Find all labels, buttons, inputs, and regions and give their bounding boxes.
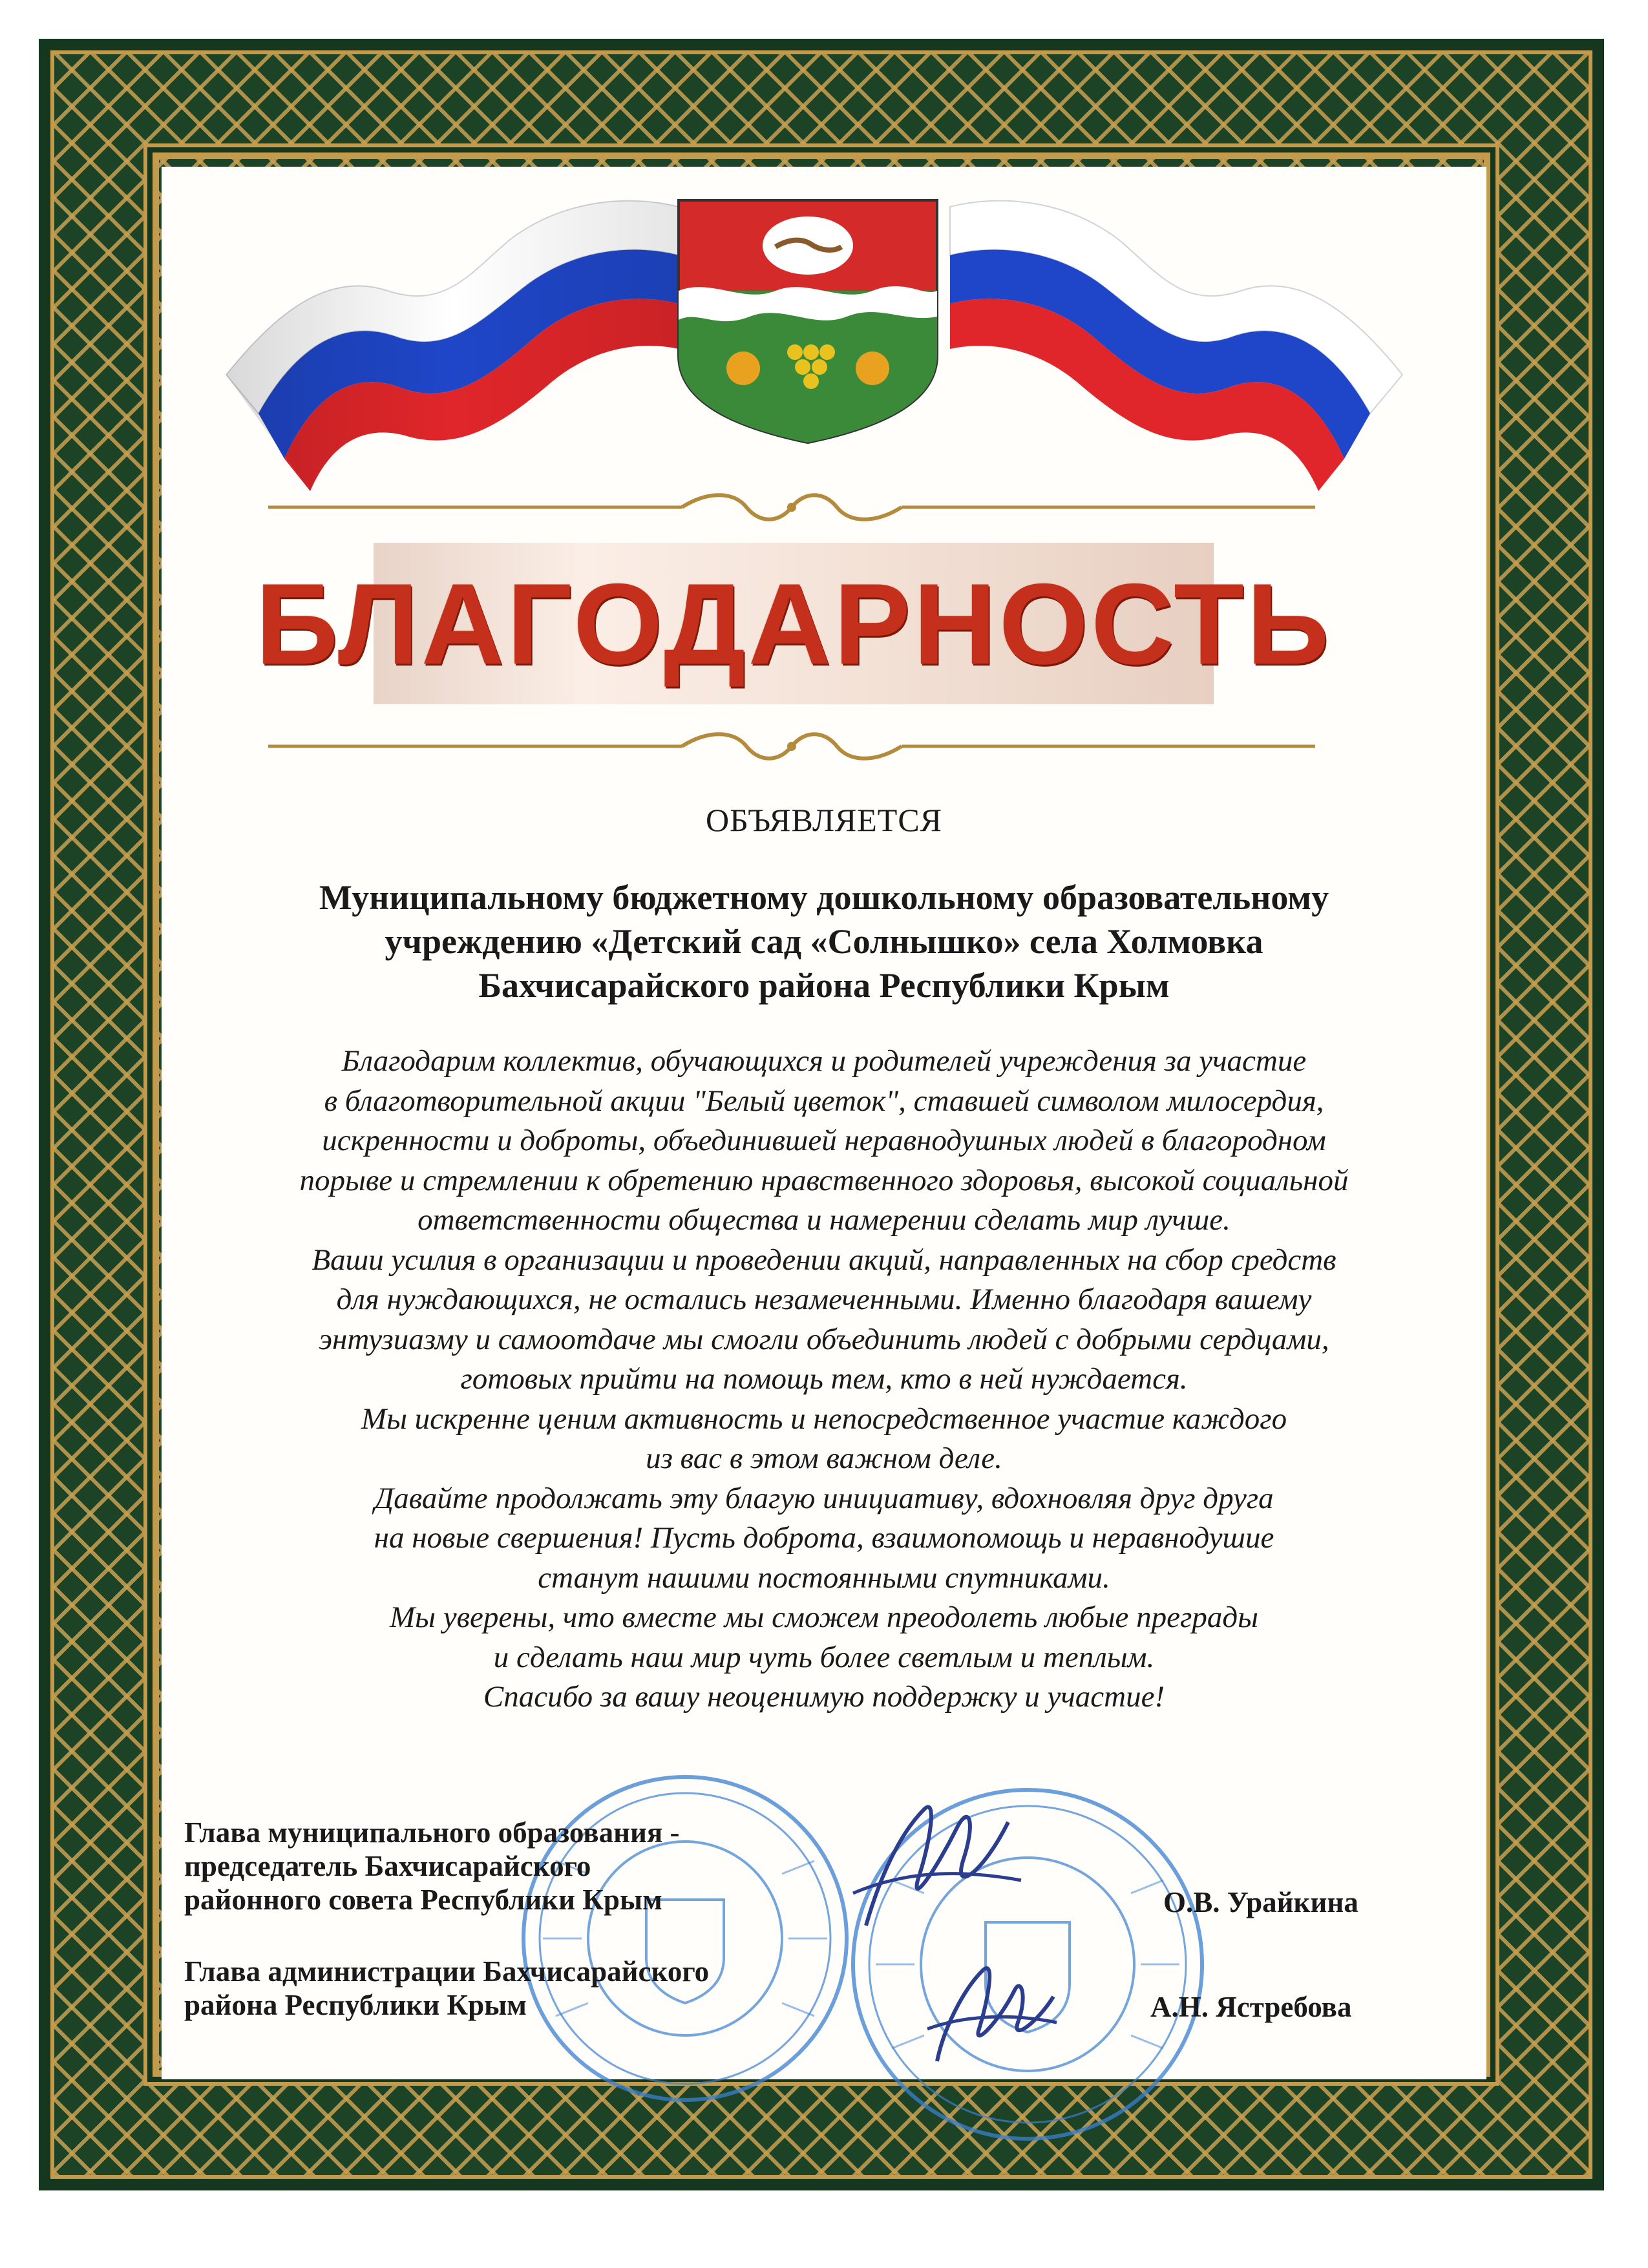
body-text <box>0 1042 1648 1717</box>
russian-flag-ribbon-left-icon <box>200 181 692 498</box>
body-line: ответственности общества и намерении сделать мир лучше. <box>417 1203 1231 1237</box>
body-line: и сделать наш мир чуть более светлым и теплым. <box>493 1640 1155 1674</box>
russian-flag-ribbon-right-icon <box>937 181 1428 498</box>
recipient-line: Муниципальному бюджетному дошкольному образовательному <box>319 878 1329 917</box>
body-line: станут нашими постоянными спутниками. <box>538 1560 1110 1595</box>
body-line: Мы искренне ценим активность и непосредственное участие каждого <box>361 1402 1287 1436</box>
body-line: Давайте продолжать эту благую инициативу, вдохновляя друг друга <box>374 1481 1274 1515</box>
signatory-position-line: Глава муниципального образования - <box>184 1816 680 1849</box>
body-line: Благодарим коллектив, обучающихся и родителей учреждения за участие <box>341 1044 1307 1078</box>
gold-ornament-bottom-icon <box>268 727 1315 766</box>
body-line: порыве и стремлении к обретению нравственного здоровья, высокой социальной <box>299 1163 1349 1197</box>
body-line: на новые свершения! Пусть доброта, взаимопомощь и неравнодушие <box>374 1521 1274 1555</box>
handwritten-signature-1-icon <box>840 1783 1034 1951</box>
signatory-position-line: районного совета Республики Крым <box>184 1884 662 1916</box>
signatory-2-position <box>184 1955 709 2022</box>
body-line: из вас в этом важном деле. <box>646 1442 1002 1475</box>
signatory-position-line: председатель Бахчисарайского <box>184 1850 591 1882</box>
signatory-1-position <box>184 1816 680 1916</box>
signatory-position-line: района Республики Крым <box>184 1989 527 2021</box>
body-line: Ваши усилия в организации и проведении акций, направленных на сбор средств <box>312 1243 1336 1277</box>
gold-ornament-top-icon <box>268 488 1315 527</box>
handwritten-signature-2-icon <box>918 1951 1066 2081</box>
body-line: для нуждающихся, не остались незамеченными. Именно благодаря вашему <box>336 1283 1312 1316</box>
signatory-1-name: О.В. Урайкина <box>1163 1886 1358 1918</box>
body-line: готовых прийти на помощь тем, кто в ней нуждается. <box>460 1362 1188 1396</box>
body-line: в благотворительной акции "Белый цветок", ставшей символом милосердия, <box>324 1084 1324 1118</box>
body-line: Мы уверены, что вместе мы сможем преодолеть любые преграды <box>390 1601 1258 1634</box>
body-line: Спасибо за вашу неоценимую поддержку и участие! <box>483 1680 1165 1714</box>
recipient-line: учреждению «Детский сад «Солнышко» села Холмовка <box>385 922 1263 961</box>
document-title: БЛАГОДАРНОСТЬ <box>255 559 1332 688</box>
announce-label: ОБЪЯВЛЯЕТСЯ <box>705 802 943 838</box>
body-line: искренности и доброты, объединившей неравнодушных людей в благородном <box>322 1124 1326 1157</box>
signatory-2-name: А.Н. Ястребова <box>1150 1991 1352 2023</box>
recipient-block <box>0 876 1648 1007</box>
signatory-position-line: Глава администрации Бахчисарайского <box>184 1955 710 1988</box>
coat-of-arms-icon <box>672 194 944 446</box>
recipient-line: Бахчисарайского района Республики Крым <box>478 966 1170 1005</box>
body-line: энтузиазму и самоотдаче мы смогли объединить людей с добрыми сердцами, <box>319 1322 1329 1356</box>
